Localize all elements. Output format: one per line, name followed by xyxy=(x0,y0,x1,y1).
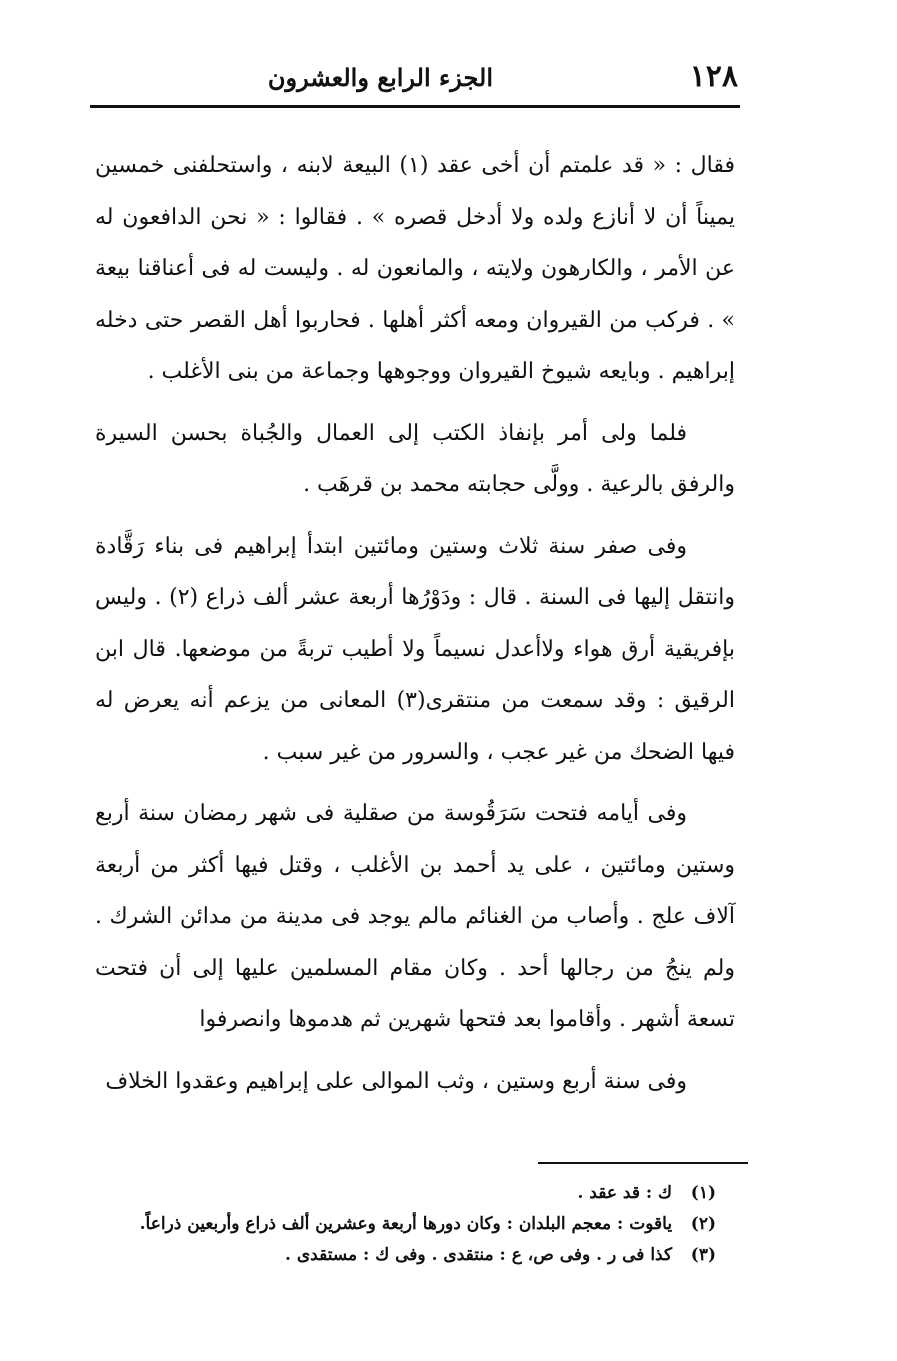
footnote xyxy=(90,1178,716,1209)
footnotes xyxy=(90,1178,716,1271)
header-rule xyxy=(90,105,740,108)
paragraph: وفى سنة أربع وستين ، وثب الموالى على إبراهيم وعقدوا الخلاف xyxy=(105,1068,687,1094)
footnote-number: (١) xyxy=(690,1183,716,1203)
footnote-text: ياقوت : معجم البلدان : وكان دورها أربعة وعشرين ألف ذراع وأربعين ذراعاً. xyxy=(139,1214,673,1234)
paragraph: وفى صفر سنة ثلاث وستين ومائتين ابتدأ إبراهيم فى بناء رَقَّادة وانتقل إليها فى السنة . قال : ودَوْرُها أربعة عشر ألف ذراع (٢) . وليس بإفريقية أرق هواء ولاأعدل نسيماً ولا أطيب تربةً من موضعها. قال ابن الرقيق : وقد سمعت من منتقرى(٣) المعانى من يزعم أنه يعرض له فيها الضحك من غير عجب ، والسرور من غير سبب . xyxy=(95,533,736,765)
page-header xyxy=(92,55,738,107)
footnote-rule xyxy=(538,1162,748,1164)
paragraph: وفى أيامه فتحت سَرَقُوسة من صقلية فى شهر رمضان سنة أربع وستين ومائتين ، على يد أحمد بن الأغلب ، وقتل فيها أكثر من أربعة آلاف علج . وأصاب من الغنائم مالم يوجد فى مدينة من مدائن الشرك . ولم ينجُ من رجالها أحد . وكان مقام المسلمين عليها إلى أن فتحت تسعة أشهر . وأقاموا بعد فتحها شهرين ثم هدموها وانصرفوا xyxy=(95,801,735,1032)
footnote-number: (٣) xyxy=(690,1245,716,1265)
footnote-text: كذا فى ر . وفى ص، ع : منتقدى . وفى ك : مستقدى . xyxy=(285,1245,673,1265)
footnote-text: ك : قد عقد . xyxy=(577,1183,673,1203)
main-text xyxy=(95,140,735,1107)
paragraph: فقال : « قد علمتم أن أخى عقد (١) البيعة لابنه ، واستحلفنى خمسين يميناً أن لا أنازع ولده ولا أدخل قصره » . فقالوا : « نحن الدافعون له عن الأمر ، والكارهون ولايته ، والمانعون له . وليست له فى أعناقنا بيعة » . فركب من القيروان ومعه أكثر أهلها . فحاربوا أهل القصر حتى دخله إبراهيم . وبايعه شيوخ القيروان ووجوهها وجماعة من بنى الأغلب . xyxy=(95,153,736,384)
footnote-number: (٢) xyxy=(690,1214,716,1234)
footnote xyxy=(90,1209,716,1240)
footnote xyxy=(90,1240,716,1271)
running-title: الجزء الرابع والعشرون xyxy=(267,63,493,92)
paragraph: فلما ولى أمر بإنفاذ الكتب إلى العمال والجُباة بحسن السيرة والرفق بالرعية . وولَّى حجابته محمد بن قرهَب . xyxy=(95,420,735,497)
page-number: ١٢٨ xyxy=(689,59,738,94)
